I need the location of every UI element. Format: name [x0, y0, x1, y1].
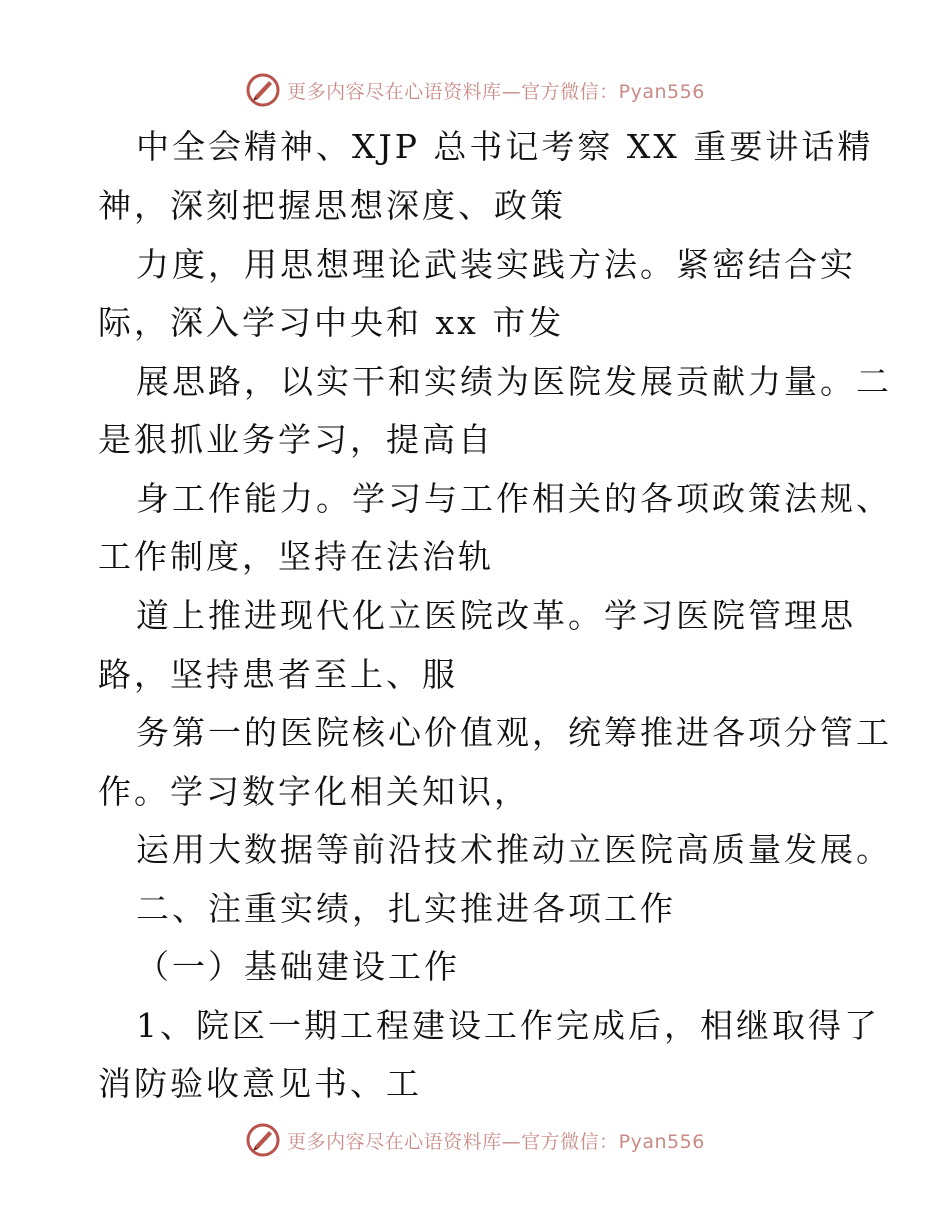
text-line: 神，深刻把握思想深度、政策 [98, 186, 566, 225]
text-line: 运用大数据等前沿技术推动立医院高质量发展。 [136, 830, 892, 869]
text-line: 力度，用思想理论武装实践方法。紧密结合实 [136, 245, 856, 284]
pen-seal-icon [245, 72, 281, 108]
text-line: 1、院区一期工程建设工作完成后，相继取得了 [136, 1006, 880, 1045]
text-line: 务第一的医院核心价值观，统筹推进各项分管工 [136, 713, 892, 752]
text-line: 路，坚持患者至上、服 [98, 655, 458, 694]
text-line: 作。学习数字化相关知识， [98, 772, 530, 811]
text-line: 消防验收意见书、工 [98, 1064, 422, 1103]
subsection-heading: （一）基础建设工作 [136, 947, 460, 986]
pen-seal-icon [245, 1122, 281, 1158]
text-line: 展思路，以实干和实绩为医院发展贡献力量。二 [136, 362, 892, 401]
footer-watermark [0, 1120, 950, 1160]
section-heading: 二、注重实绩，扎实推进各项工作 [136, 889, 676, 928]
text-line: 道上推进现代化立医院改革。学习医院管理思 [136, 596, 856, 635]
text-line: 际，深入学习中央和 xx 市发 [98, 303, 565, 342]
watermark-text: 更多内容尽在心语资料库—官方微信：Pyan556 [287, 80, 705, 103]
text-line: 是狠抓业务学习，提高自 [98, 420, 494, 459]
text-line: 工作制度，坚持在法治轨 [98, 537, 494, 576]
text-line: 身工作能力。学习与工作相关的各项政策法规、 [136, 479, 892, 518]
text-line: 中全会精神、XJP 总书记考察 XX 重要讲话精 [136, 127, 874, 166]
watermark-text: 更多内容尽在心语资料库—官方微信：Pyan556 [287, 1130, 705, 1153]
header-watermark [0, 70, 950, 110]
